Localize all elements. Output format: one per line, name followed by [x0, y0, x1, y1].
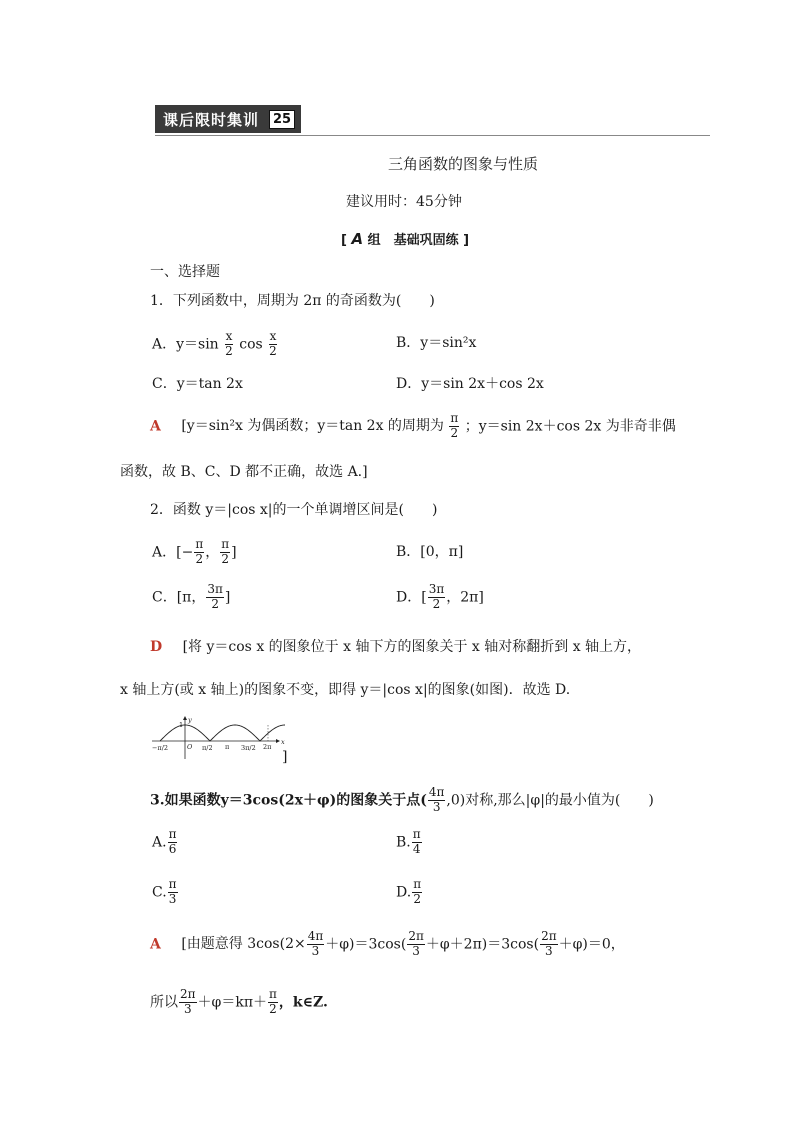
q3-stem-text: ,0)对称,那么|φ|的最小值为( ) — [446, 792, 654, 809]
numerator: π — [412, 827, 421, 841]
tick-label: π/2 — [202, 744, 213, 752]
q2-option-d — [396, 583, 484, 612]
x-axis-arrow — [276, 739, 280, 743]
numerator: π — [221, 537, 230, 551]
fraction — [428, 786, 446, 815]
fraction — [540, 930, 558, 959]
q2-explanation-line2: x 轴上方(或 x 轴上)的图象不变，即得 y＝|cos x|的图象(如图)．故选 D. — [120, 682, 571, 698]
q3-a-label: A. — [152, 834, 167, 851]
denominator: 3 — [168, 891, 177, 906]
denominator: 2 — [450, 425, 459, 440]
numerator: π — [450, 411, 459, 425]
denominator: 2 — [195, 551, 204, 566]
q1-stem: 1．下列函数中，周期为 2π 的奇函数为( ) — [150, 293, 435, 309]
numerator: 2π — [180, 987, 196, 1001]
fraction — [168, 878, 178, 907]
q1-option-d: D．y＝sin 2x＋cos 2x — [396, 376, 544, 392]
fraction — [412, 878, 422, 907]
q2-close-bracket: ] — [282, 749, 288, 765]
group-heading — [341, 232, 469, 247]
q3-exp-text: ，k∈Z. — [278, 994, 328, 1011]
fraction — [194, 538, 204, 567]
fraction — [428, 583, 446, 612]
fraction — [206, 583, 224, 612]
group-letter: A — [351, 230, 364, 248]
q2-a-text: A．[− — [152, 544, 194, 561]
fraction — [449, 412, 459, 441]
q3-exp-text: 所以 — [150, 994, 178, 1011]
numerator: 4π — [428, 785, 445, 799]
q3-answer: A — [150, 936, 161, 953]
q2-option-a — [152, 538, 237, 567]
denominator: 3 — [311, 943, 320, 958]
q3-exp-text: ＋φ)＝0， — [558, 936, 625, 953]
numerator: 3π — [207, 582, 223, 596]
section-banner — [155, 105, 301, 133]
numerator: π — [168, 877, 177, 891]
q1-option-c: C．y＝tan 2x — [152, 376, 243, 392]
denominator: 2 — [211, 596, 219, 611]
page-title: 三角函数的图象与性质 — [388, 155, 539, 173]
numerator: π — [168, 827, 177, 841]
q1-explanation-line1 — [150, 412, 676, 441]
q2-option-c — [152, 583, 230, 612]
fraction — [179, 988, 197, 1017]
q2-c-text: ] — [224, 589, 231, 606]
q3-d-label: D. — [396, 884, 412, 901]
q2-stem: 2．函数 y＝|cos x|的一个单调增区间是( ) — [150, 502, 438, 518]
q1-option-a — [152, 330, 279, 359]
denominator: 3 — [412, 943, 420, 958]
numerator: x — [225, 329, 233, 343]
q2-explanation-line1 — [150, 640, 641, 654]
q2-a-sep: ， — [205, 544, 220, 561]
denominator: 4 — [412, 841, 421, 856]
numerator: π — [413, 877, 422, 891]
denominator: 3 — [545, 943, 553, 958]
group-bracket-left: [ — [341, 233, 347, 248]
denominator: 2 — [269, 343, 277, 358]
fraction — [412, 828, 422, 857]
q3-option-d — [396, 878, 423, 907]
group-text: 组 基础巩固练 — [367, 233, 459, 248]
axis-label: x — [281, 738, 285, 746]
tick-label: 1 — [179, 721, 184, 729]
fraction — [268, 330, 278, 359]
q2-exp-text: [将 y＝cos x 的图象位于 x 轴下方的图象关于 x 轴对称翻折到 x 轴上方， — [182, 639, 642, 655]
q1-answer: A — [150, 418, 161, 435]
group-bracket-right: ] — [463, 233, 470, 248]
q3-option-b — [396, 828, 423, 857]
numerator: x — [269, 329, 277, 343]
banner-label: 课后限时集训 — [163, 110, 260, 129]
time-note: 建议用时：45分钟 — [346, 194, 462, 210]
q3-stem — [150, 786, 654, 815]
denominator: 2 — [221, 551, 229, 566]
denominator: 2 — [269, 1001, 277, 1016]
q1-exp-text: [y＝sin²x 为偶函数；y＝tan 2x 的周期为 — [181, 418, 444, 435]
denominator: 2 — [432, 596, 441, 611]
q1-exp-text: ；y＝sin 2x＋cos 2x 为非奇非偶 — [464, 418, 676, 435]
abs-cos-graph — [150, 715, 290, 765]
axis-label: y — [188, 716, 192, 724]
q1-a-text: A．y＝sin — [152, 336, 219, 353]
fraction — [307, 930, 325, 959]
tick-label: 3π/2 — [241, 744, 256, 752]
q3-explanation-line1 — [150, 930, 625, 959]
q1-a-mid: cos — [239, 336, 263, 353]
denominator: 3 — [183, 1001, 192, 1016]
q2-option-b: B．[0，π] — [396, 544, 464, 560]
tick-label: −π/2 — [152, 744, 169, 752]
denominator: 2 — [413, 891, 421, 906]
banner-number: 25 — [269, 110, 295, 129]
fraction — [168, 828, 178, 857]
banner-rule — [155, 135, 710, 136]
q3-stem-text: 3.如果函数y＝3cos(2x＋φ)的图象关于点( — [150, 792, 427, 809]
q3-option-a — [152, 828, 178, 857]
q3-exp-text: ＋φ＝kπ＋ — [197, 994, 268, 1011]
numerator: 4π — [307, 929, 324, 943]
section-heading: 一、选择题 — [150, 264, 220, 280]
q3-exp-text: [由题意得 3cos(2× — [181, 936, 306, 953]
fraction — [220, 538, 230, 567]
q2-c-text: C．[π， — [152, 589, 206, 606]
numerator: 3π — [428, 582, 445, 596]
q1-explanation-line2: 函数，故 B、C、D 都不正确，故选 A.] — [120, 464, 368, 480]
numerator: π — [269, 987, 277, 1001]
q2-d-text: ，2π] — [446, 589, 484, 606]
denominator: 2 — [225, 343, 233, 358]
q3-b-label: B. — [396, 834, 411, 851]
numerator: 2π — [541, 929, 557, 943]
q1-option-b: B．y＝sin²x — [396, 335, 477, 351]
q3-c-label: C. — [152, 884, 167, 901]
q2-a-text: ] — [231, 544, 237, 561]
fraction — [268, 988, 278, 1017]
q3-exp-text: ＋φ)＝3cos( — [325, 936, 407, 953]
q2-answer: D — [150, 639, 163, 655]
numerator: 2π — [408, 929, 424, 943]
tick-label: 2π — [263, 743, 272, 751]
fraction — [407, 930, 425, 959]
q3-exp-text: ＋φ＋2π)＝3cos( — [425, 936, 540, 953]
numerator: π — [195, 537, 204, 551]
q2-d-text: D．[ — [396, 589, 427, 606]
y-axis-arrow — [183, 716, 187, 720]
q3-option-c — [152, 878, 179, 907]
denominator: 3 — [432, 799, 441, 814]
fraction — [224, 330, 234, 359]
denominator: 6 — [168, 841, 177, 856]
q3-explanation-line2 — [150, 988, 328, 1017]
tick-label: π — [225, 743, 230, 751]
tick-label: O — [187, 743, 193, 751]
